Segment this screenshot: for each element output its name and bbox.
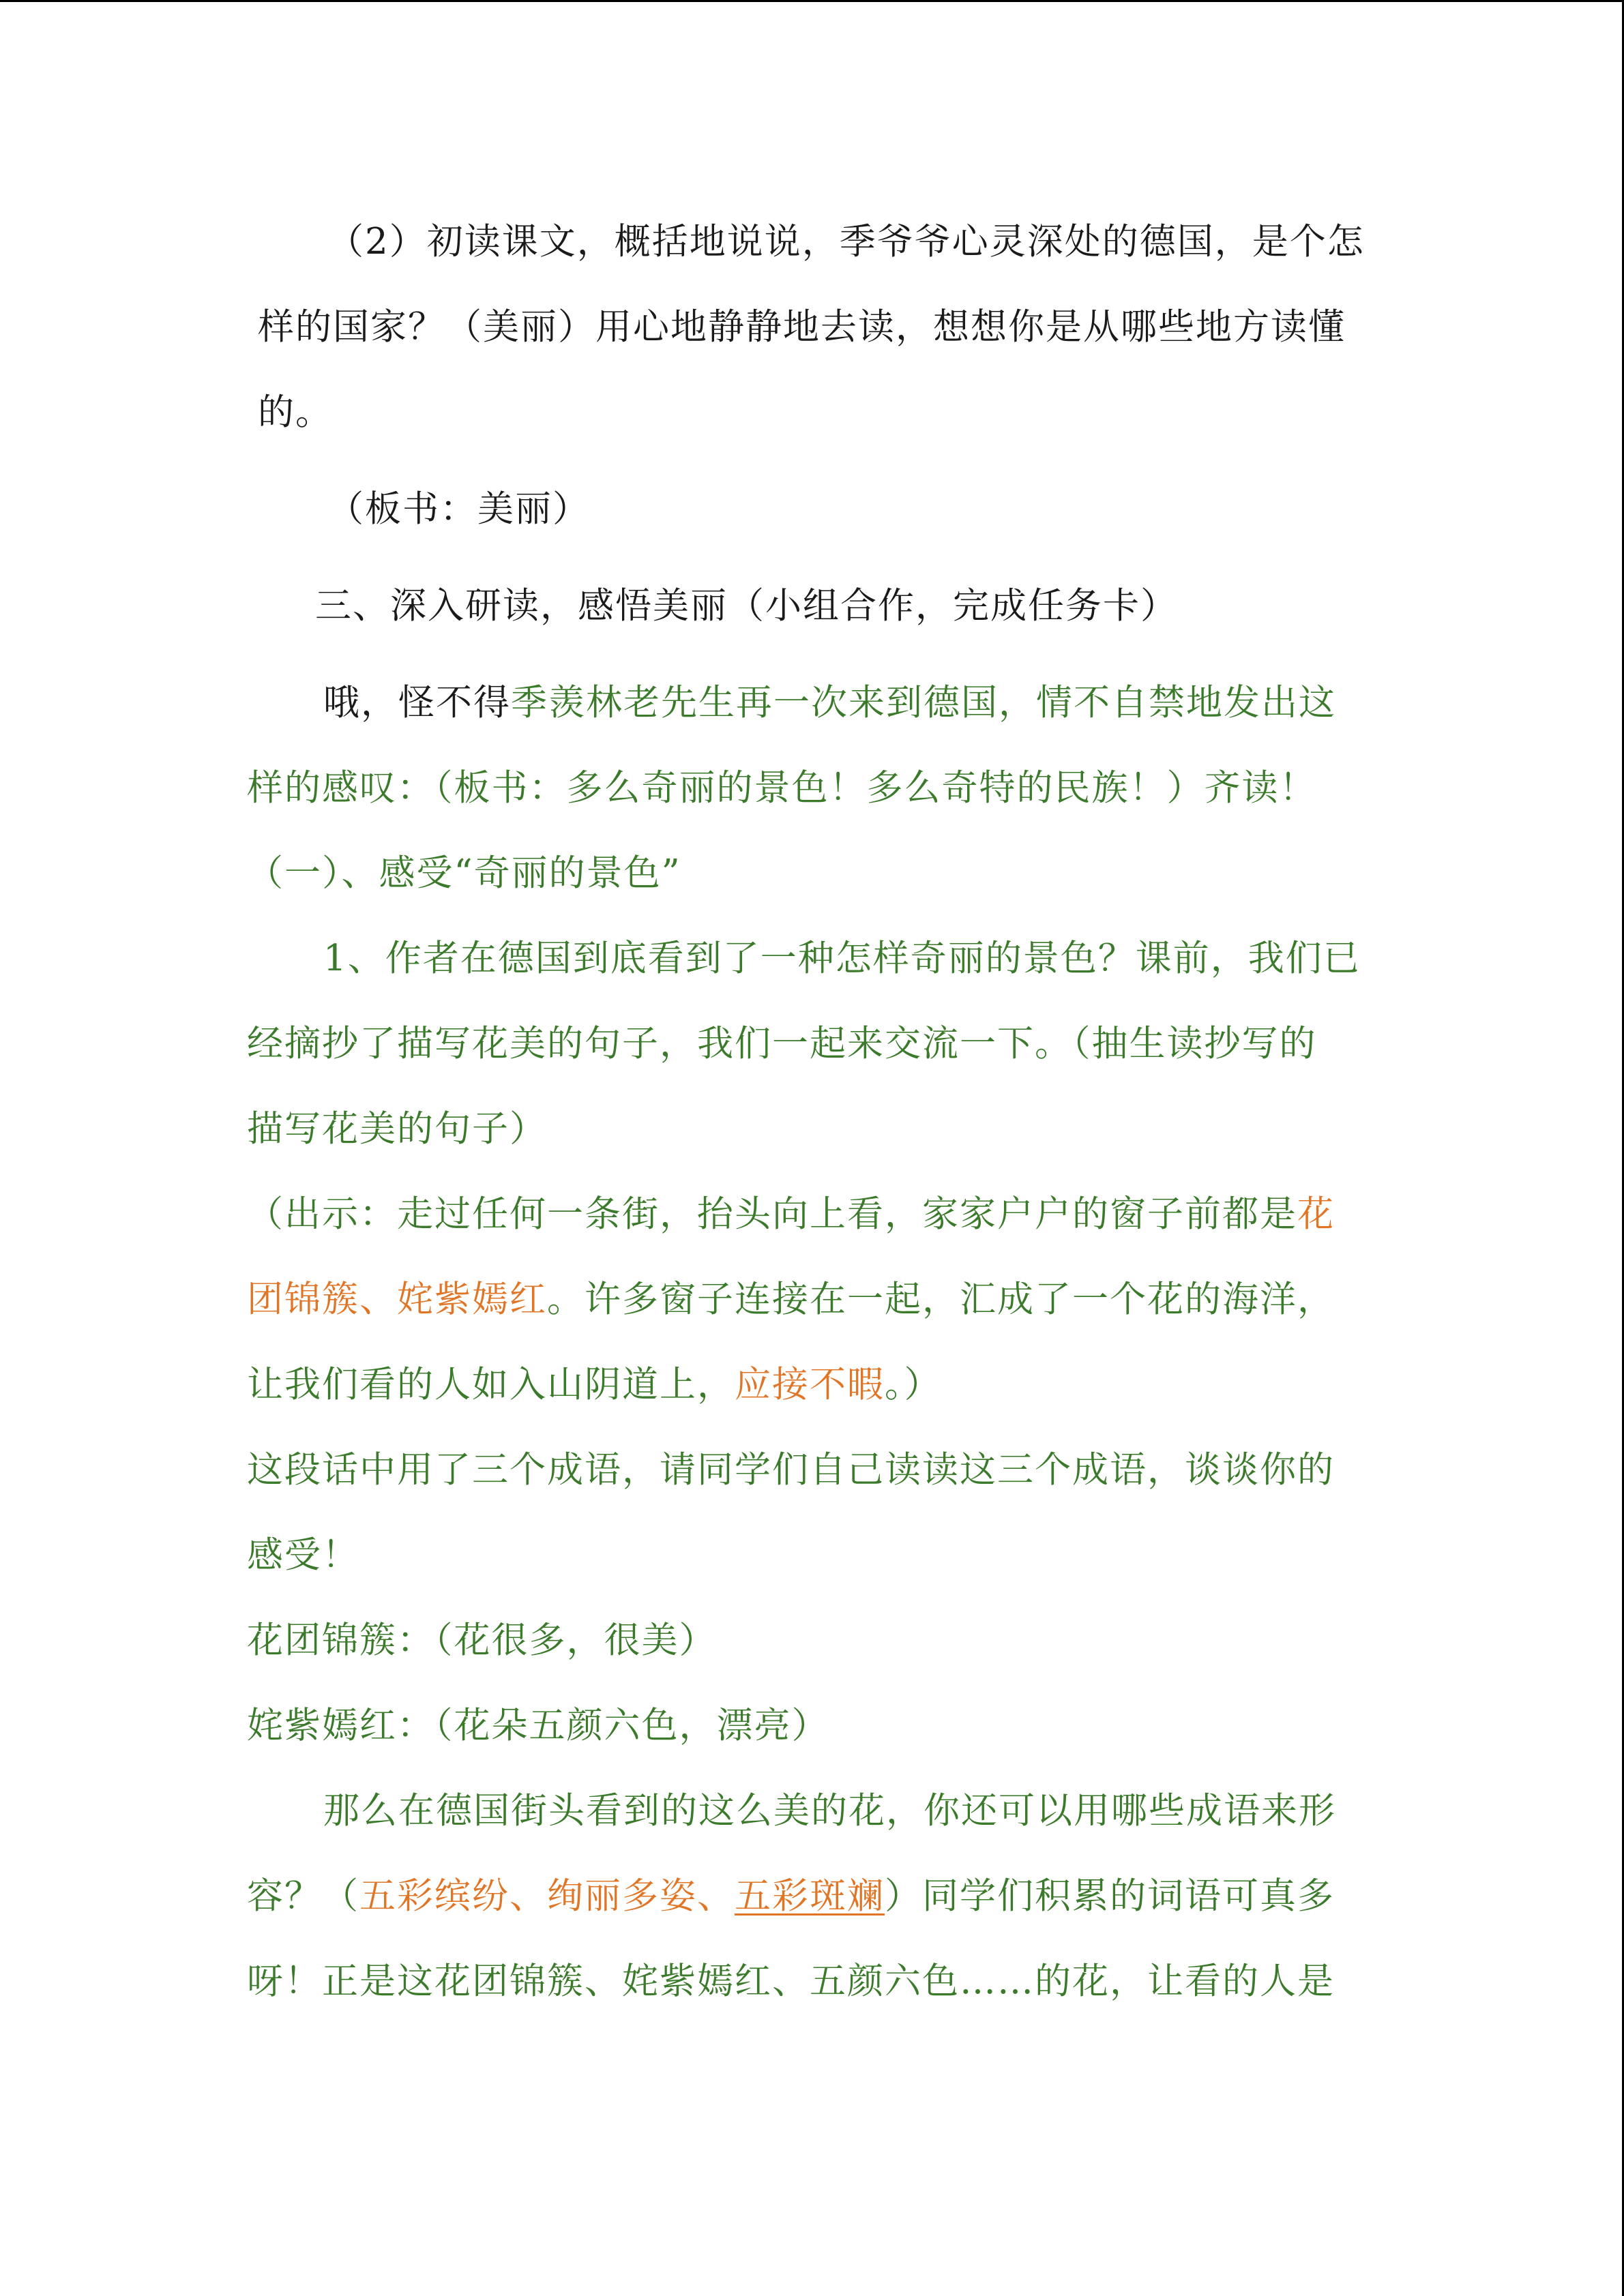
text-span: 感受！: [247, 1534, 359, 1576]
text-line: [323, 681, 1336, 725]
highlight-span: 应接不暇: [735, 1364, 885, 1405]
highlight-span: 团锦簇、姹紫嫣红: [247, 1279, 547, 1320]
text-span: 那么在德国街头看到的这么美的花，你还可以用哪些成语来形: [323, 1790, 1336, 1832]
text-span: 样的感叹：（板书：多么奇丽的景色！多么奇特的民族！）齐读！: [247, 767, 1317, 809]
section-heading: [315, 584, 1178, 628]
text-span: （一）、感受“奇丽的景色”: [247, 852, 681, 894]
text-span: 经摘抄了描写花美的句子，我们一起来交流一下。（抽生读抄写的: [247, 1023, 1317, 1064]
quote-line: [247, 1363, 942, 1407]
text-span: 这段话中用了三个成语，请同学们自己读读这三个成语，谈谈你的: [247, 1449, 1335, 1491]
text-span: 容？（: [247, 1875, 359, 1917]
text-line: [247, 1022, 1317, 1066]
text-span: （出示：走过任何一条街，抬头向上看，家家户户的窗子前都是: [247, 1193, 1297, 1235]
text-span: （板书：美丽）: [327, 488, 590, 530]
text-line: [247, 1534, 359, 1577]
text-line: [247, 1875, 1335, 1918]
text-span: 1、作者在德国到底看到了一种怎样奇丽的景色？课前，我们已: [323, 938, 1361, 979]
text-span: 。）: [885, 1364, 942, 1405]
text-line: [323, 1789, 1336, 1833]
text-line: [327, 220, 1365, 264]
text-line: [258, 305, 1346, 349]
idiom-definition: [247, 1619, 717, 1663]
text-span: 呀！正是这花团锦簇、姹紫嫣红、五颜六色……的花，让看的人是: [247, 1960, 1335, 2002]
text-line: [247, 1107, 547, 1151]
text-span: 描写花美的句子）: [247, 1108, 547, 1150]
quote-line: [247, 1193, 1335, 1236]
text-span: 姹紫嫣红：（花朵五颜六色，漂亮）: [247, 1705, 829, 1746]
text-span: 的。: [258, 391, 333, 433]
text-span: 让我们看的人如入山阴道上，: [247, 1364, 735, 1405]
highlight-span: 花: [1297, 1193, 1335, 1235]
text-line: [247, 1960, 1335, 2003]
text-line: [258, 391, 333, 434]
text-line: [247, 766, 1317, 810]
idiom-definition: [247, 1704, 829, 1748]
text-span: ）同学们积累的词语可真多: [885, 1875, 1335, 1917]
text-line: [247, 1448, 1335, 1492]
text-span: 哦，怪不得: [323, 682, 511, 724]
highlight-span: 五彩缤纷、绚丽多姿、: [359, 1875, 735, 1917]
text-span: 样的国家？（美丽）用心地静静地去读，想想你是从哪些地方读懂: [258, 306, 1346, 348]
text-line: [323, 937, 1361, 981]
subsection-heading: [247, 852, 681, 895]
text-line: [327, 488, 590, 531]
text-span: 季羡林老先生再一次来到德国，情不自禁地发出这: [511, 682, 1336, 724]
quote-line: [247, 1278, 1335, 1322]
text-span: 三、深入研读，感悟美丽（小组合作，完成任务卡）: [315, 585, 1178, 627]
text-span: （2）初读课文，概括地说说，季爷爷心灵深处的德国，是个怎: [327, 221, 1365, 263]
text-span: 花团锦簇：（花很多，很美）: [247, 1620, 717, 1661]
text-span: 。许多窗子连接在一起，汇成了一个花的海洋，: [547, 1279, 1335, 1320]
underlined-highlight-span: 五彩斑斓: [735, 1875, 885, 1917]
